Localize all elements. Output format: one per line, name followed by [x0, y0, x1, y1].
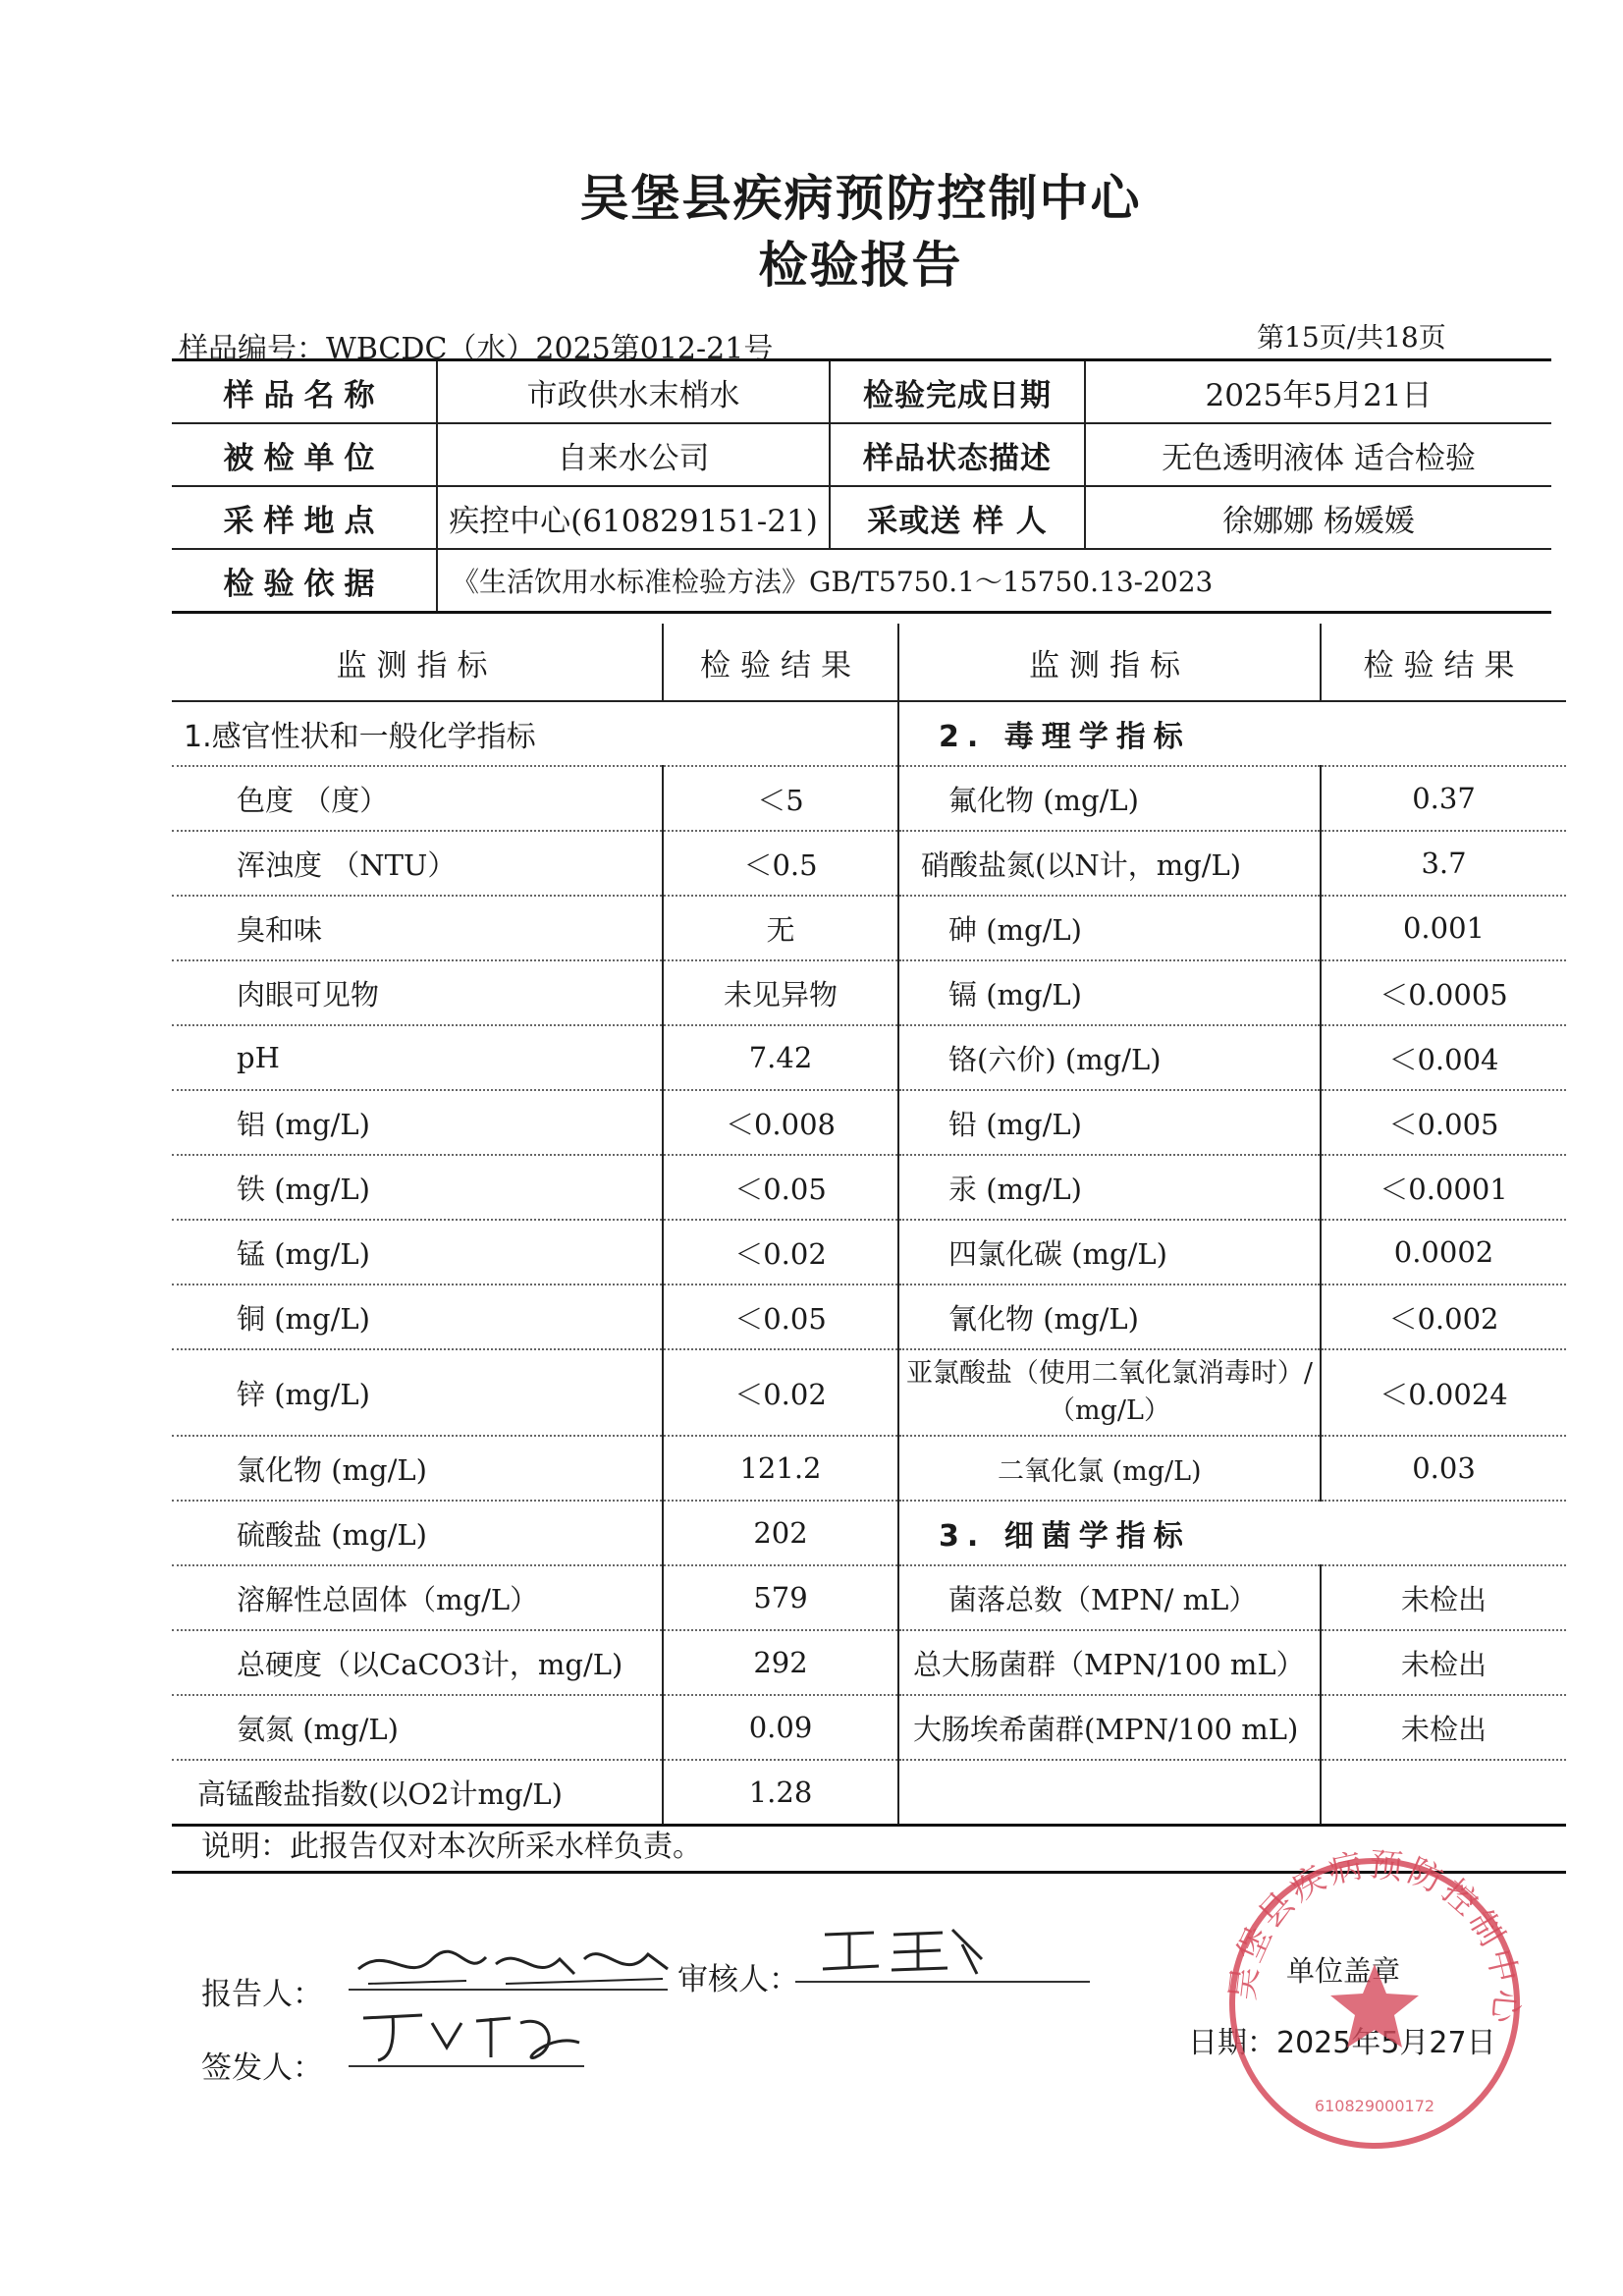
official-seal — [1217, 1846, 1532, 2160]
results-table — [172, 624, 1566, 1827]
report-note: 说明：此报告仅对本次所采水样负责。 — [201, 1830, 702, 1864]
info-row — [172, 549, 1551, 613]
section-title: 3. 细菌学指标 — [898, 1501, 1566, 1565]
sample-state-label: 样品状态描述 — [830, 423, 1085, 486]
table-row — [172, 1220, 1566, 1285]
indicator-name: 总硬度（以CaCO3计，mg/L) — [172, 1630, 663, 1695]
basis-value: 《生活饮用水标准检验方法》GB/T5750.1～15750.13-2023 — [437, 549, 1551, 613]
indicator-name: 氟化物 (mg/L) — [898, 766, 1321, 831]
result-value: 未检出 — [1321, 1630, 1566, 1695]
sample-info-table — [172, 358, 1551, 614]
table-row — [172, 1285, 1566, 1349]
table-row — [172, 1565, 1566, 1630]
indicator-name: 大肠埃希菌群(MPN/100 mL) — [898, 1695, 1321, 1760]
result-value: ＜0.05 — [663, 1285, 898, 1349]
result-value: ＜0.02 — [663, 1349, 898, 1436]
issuer-label: 签发人： — [201, 2050, 323, 2086]
reporter-signature — [349, 1930, 682, 1998]
result-value: 3.7 — [1321, 831, 1566, 896]
location-label: 采样地点 — [172, 486, 437, 549]
result-value: 0.09 — [663, 1695, 898, 1760]
result-value: ＜0.002 — [1321, 1285, 1566, 1349]
table-row — [172, 1436, 1566, 1501]
section-title: 2. 毒理学指标 — [898, 701, 1566, 766]
reporter-label: 报告人： — [201, 1977, 323, 2012]
sample-name-value: 市政供水末梢水 — [437, 360, 830, 424]
empty-cell — [1321, 1760, 1566, 1826]
table-row — [172, 766, 1566, 831]
indicator-name: pH — [172, 1025, 663, 1090]
indicator-name: 汞 (mg/L) — [898, 1155, 1321, 1220]
table-row — [172, 1630, 1566, 1695]
issue-date: 日期：2025年5月27日 — [1188, 2026, 1496, 2060]
indicator-name: 臭和味 — [172, 896, 663, 960]
indicator-name: 四氯化碳 (mg/L) — [898, 1220, 1321, 1285]
report-title: 检验报告 — [758, 237, 963, 294]
page-number: 第15页/共18页 — [1257, 321, 1446, 354]
table-row — [172, 1501, 1566, 1565]
reviewer-label: 审核人： — [677, 1962, 799, 1997]
seal-label: 单位盖章 — [1286, 1954, 1401, 1988]
svg-text:610829000172: 610829000172 — [1314, 2097, 1435, 2115]
result-value: ＜0.0005 — [1321, 960, 1566, 1025]
indicator-name: 砷 (mg/L) — [898, 896, 1321, 960]
result-value: 1.28 — [663, 1760, 898, 1826]
table-row — [172, 1349, 1566, 1436]
completion-date-label: 检验完成日期 — [830, 360, 1085, 424]
result-value: ＜0.05 — [663, 1155, 898, 1220]
indicator-name: 镉 (mg/L) — [898, 960, 1321, 1025]
result-value: ＜0.004 — [1321, 1025, 1566, 1090]
basis-label: 检验依据 — [172, 549, 437, 613]
info-row — [172, 486, 1551, 549]
indicator-name: 硫酸盐 (mg/L) — [172, 1501, 663, 1565]
result-value: ＜0.5 — [663, 831, 898, 896]
indicator-name: 肉眼可见物 — [172, 960, 663, 1025]
empty-cell — [898, 1760, 1321, 1826]
sampler-label: 采或送 样 人 — [830, 486, 1085, 549]
indicator-name: 溶解性总固体（mg/L） — [172, 1565, 663, 1630]
result-value: ＜0.0024 — [1321, 1349, 1566, 1436]
indicator-name: 总大肠菌群（MPN/100 mL） — [898, 1630, 1321, 1695]
result-value: ＜5 — [663, 766, 898, 831]
result-value: 无 — [663, 896, 898, 960]
indicator-name: 氰化物 (mg/L) — [898, 1285, 1321, 1349]
col-indicator-header: 监测指标 — [172, 624, 663, 701]
section-title: 1.感官性状和一般化学指标 — [172, 701, 898, 766]
result-value: 7.42 — [663, 1025, 898, 1090]
sample-state-value: 无色透明液体 适合检验 — [1085, 423, 1551, 486]
indicator-name: 氯化物 (mg/L) — [172, 1436, 663, 1501]
indicator-name: 二氧化氯 (mg/L) — [898, 1436, 1321, 1501]
table-row — [172, 1025, 1566, 1090]
sample-name-label: 样品名称 — [172, 360, 437, 424]
indicator-name: 高锰酸盐指数(以O2计mg/L) — [172, 1760, 663, 1826]
table-row — [172, 1760, 1566, 1826]
result-value: 未检出 — [1321, 1565, 1566, 1630]
table-row — [172, 1155, 1566, 1220]
result-value: 0.001 — [1321, 896, 1566, 960]
indicator-name: 锰 (mg/L) — [172, 1220, 663, 1285]
org-title: 吴堡县疾病预防控制中心 — [579, 170, 1142, 227]
result-value: 0.0002 — [1321, 1220, 1566, 1285]
result-value: 202 — [663, 1501, 898, 1565]
issuer-signature — [353, 2003, 589, 2072]
col-result-header: 检验结果 — [663, 624, 898, 701]
svg-text:吴堡县疾病预防控制中心: 吴堡县疾病预防控制中心 — [1222, 1846, 1527, 2029]
indicator-name: 硝酸盐氮(以N计，mg/L) — [898, 831, 1321, 896]
col-indicator-header: 监测指标 — [898, 624, 1321, 701]
result-value: ＜0.0001 — [1321, 1155, 1566, 1220]
indicator-name: 菌落总数（MPN/ mL） — [898, 1565, 1321, 1630]
inspected-unit-value: 自来水公司 — [437, 423, 830, 486]
indicator-name: 铜 (mg/L) — [172, 1285, 663, 1349]
indicator-name: 铅 (mg/L) — [898, 1090, 1321, 1155]
indicator-name: 浑浊度 （NTU） — [172, 831, 663, 896]
info-row — [172, 360, 1551, 424]
table-row — [172, 960, 1566, 1025]
indicator-name: 锌 (mg/L) — [172, 1349, 663, 1436]
info-row — [172, 423, 1551, 486]
indicator-name: 铬(六价) (mg/L) — [898, 1025, 1321, 1090]
results-header-row — [172, 624, 1566, 701]
result-value: 0.03 — [1321, 1436, 1566, 1501]
indicator-name: 亚氯酸盐（使用二氧化氯消毒时）/（mg/L） — [898, 1349, 1321, 1436]
result-value: 121.2 — [663, 1436, 898, 1501]
result-value: 未见异物 — [663, 960, 898, 1025]
table-row — [172, 896, 1566, 960]
col-result-header: 检验结果 — [1321, 624, 1566, 701]
result-value: 未检出 — [1321, 1695, 1566, 1760]
result-value: ＜0.005 — [1321, 1090, 1566, 1155]
sampler-value: 徐娜娜 杨媛媛 — [1085, 486, 1551, 549]
result-value: 579 — [663, 1565, 898, 1630]
sample-number: 样品编号：WBCDC（水）2025第012-21号 — [179, 332, 774, 366]
result-value: ＜0.008 — [663, 1090, 898, 1155]
indicator-name: 铝 (mg/L) — [172, 1090, 663, 1155]
result-value: 0.37 — [1321, 766, 1566, 831]
section-row — [172, 701, 1566, 766]
table-row — [172, 831, 1566, 896]
table-row — [172, 1090, 1566, 1155]
indicator-name: 色度 （度） — [172, 766, 663, 831]
result-value: ＜0.02 — [663, 1220, 898, 1285]
indicator-name: 铁 (mg/L) — [172, 1155, 663, 1220]
reviewer-signature — [815, 1915, 992, 1984]
completion-date-value: 2025年5月21日 — [1085, 360, 1551, 424]
inspected-unit-label: 被检单位 — [172, 423, 437, 486]
indicator-name: 氨氮 (mg/L) — [172, 1695, 663, 1760]
table-row — [172, 1695, 1566, 1760]
result-value: 292 — [663, 1630, 898, 1695]
location-value: 疾控中心(610829151-21) — [437, 486, 830, 549]
